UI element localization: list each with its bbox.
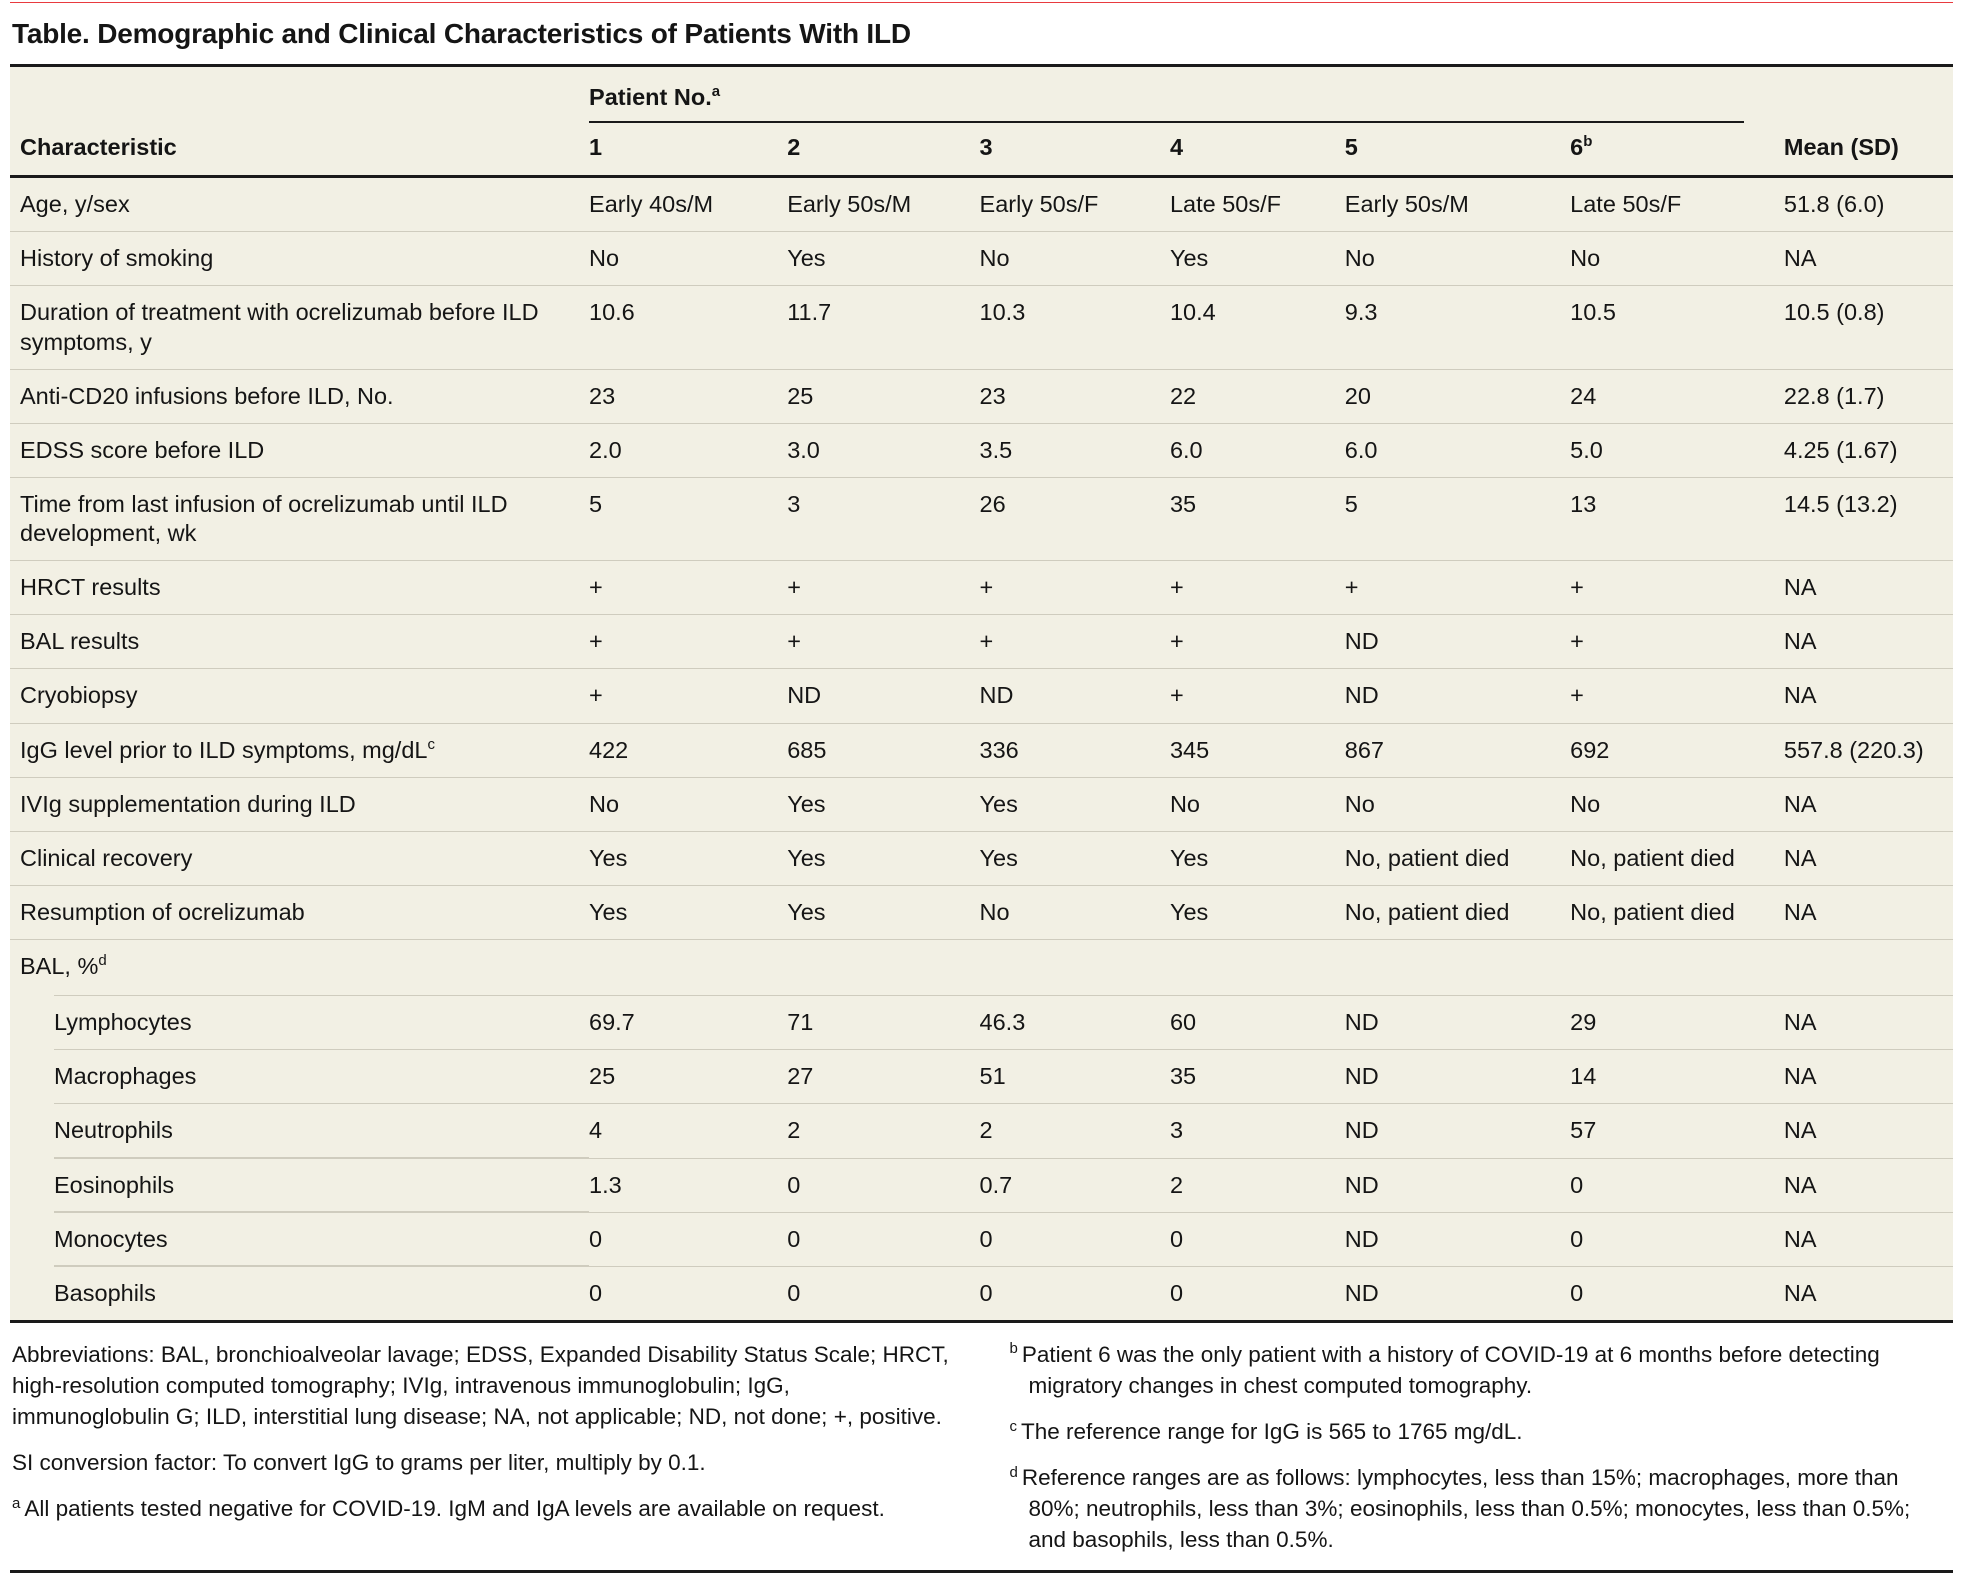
header-spacer	[1784, 67, 1953, 123]
row-label	[10, 232, 589, 286]
label-text: 6	[1570, 134, 1584, 161]
footnote-marker: b	[1583, 133, 1593, 151]
table-cell: 27	[787, 1050, 979, 1104]
table-row	[10, 423, 1953, 477]
table-cell: 60	[1170, 996, 1345, 1050]
table-cell: 3	[1170, 1104, 1345, 1158]
label-text: Cryobiopsy	[20, 682, 138, 709]
row-label	[10, 1266, 589, 1320]
table-cell: NA	[1784, 1212, 1953, 1266]
table-cell: 2	[980, 1104, 1170, 1158]
table-cell: 11.7	[787, 286, 979, 369]
table-cell: 10.3	[980, 286, 1170, 369]
label-text: 3	[979, 134, 993, 161]
table-cell: 9.3	[1345, 286, 1570, 369]
table-cell: 25	[589, 1050, 787, 1104]
table-cell: 46.3	[980, 996, 1170, 1050]
row-label	[10, 1104, 589, 1158]
label-text: Monocytes	[54, 1225, 168, 1252]
table-cell: 51.8 (6.0)	[1783, 191, 1885, 218]
table-cell	[589, 940, 787, 996]
table-cell	[1570, 940, 1784, 996]
table-cell: 0	[589, 1266, 787, 1320]
table-cell: Yes	[787, 885, 979, 939]
label-text: 4	[1169, 134, 1184, 161]
row-label	[10, 1212, 589, 1266]
table-row	[10, 996, 1953, 1050]
table-cell: ND	[1345, 1212, 1570, 1266]
footnote-marker: c	[427, 735, 435, 753]
table-cell: +	[589, 615, 787, 669]
table-cell: No	[589, 777, 787, 831]
column-header-patient	[787, 123, 979, 177]
row-label	[10, 940, 589, 996]
patient-group-footnote-marker: a	[711, 83, 721, 101]
label-text: Macrophages	[54, 1063, 197, 1090]
footnote-marker: d	[1009, 1463, 1018, 1481]
footnote-marker: b	[1009, 1340, 1018, 1358]
column-header-patient	[1570, 123, 1784, 177]
table-cell: 22.8 (1.7)	[1784, 369, 1953, 423]
table-row	[10, 561, 1953, 615]
footnote: $^d$ Reference ranges are as follows: lymphocytes, less than 15%; macrophages, more than 80%; neutrophils, less than 3%; eosinophils, less than 0.5%; monocytes, less than 0.5%; and basophils, less than 0.5%.	[1009, 1463, 1911, 1553]
table-cell: 13	[1570, 477, 1784, 560]
table-cell: 35	[1170, 477, 1345, 560]
table-row	[10, 1212, 1953, 1266]
table-cell: Early 50s/M	[787, 191, 912, 218]
table-cell: ND	[1345, 996, 1570, 1050]
table-cell: Early 50s/M	[1344, 191, 1469, 218]
label-text: 5	[1344, 134, 1358, 161]
table-cell: 5	[1345, 477, 1570, 560]
table-cell: No	[1345, 777, 1570, 831]
footnote-left-column	[12, 1339, 954, 1570]
table-cell: NA	[1784, 1158, 1953, 1212]
table-row	[10, 831, 1953, 885]
table-cell: 71	[787, 996, 979, 1050]
table-cell: 24	[1570, 369, 1784, 423]
table-cell: Yes	[787, 777, 979, 831]
row-label	[10, 369, 589, 423]
table-cell: +	[1570, 615, 1784, 669]
footnote-marker: d	[98, 952, 107, 970]
row-label	[10, 996, 589, 1050]
row-label	[10, 561, 589, 615]
table-row	[10, 615, 1953, 669]
table-cell: No, patient died	[1345, 885, 1570, 939]
column-header-row	[10, 123, 1953, 177]
footnote-marker: c	[1009, 1417, 1017, 1435]
table-row	[10, 723, 1953, 777]
demographics-table-wrap	[10, 64, 1953, 1323]
table-cell: Yes	[980, 831, 1170, 885]
label-text: Neutrophils	[54, 1117, 173, 1144]
table-cell: No	[1570, 232, 1784, 286]
table-cell: No, patient died	[1570, 885, 1784, 939]
table-cell: NA	[1784, 1050, 1953, 1104]
label-text: BAL results	[20, 628, 140, 655]
row-label	[10, 885, 589, 939]
table-cell: NA	[1784, 1104, 1953, 1158]
table-cell: ND	[1345, 1158, 1570, 1212]
row-label	[10, 669, 589, 723]
table-cell: NA	[1784, 831, 1953, 885]
label-text: 1	[589, 134, 603, 161]
label-text: Duration of treatment with ocrelizumab before ILD symptoms, y	[20, 299, 539, 355]
column-header-patient	[980, 123, 1170, 177]
table-title: Table. Demographic and Clinical Characteristics of Patients With ILD	[10, 3, 1953, 64]
table-cell: 26	[980, 477, 1170, 560]
table-cell: No	[589, 232, 787, 286]
label-text: IgG level prior to ILD symptoms, mg/dL	[20, 736, 428, 763]
table-cell: Yes	[589, 831, 787, 885]
label-text: History of smoking	[20, 245, 214, 272]
table-cell: +	[787, 615, 979, 669]
table-cell: 35	[1170, 1050, 1345, 1104]
row-label	[10, 777, 589, 831]
table-cell: 5.0	[1570, 423, 1784, 477]
table-cell: NA	[1784, 232, 1953, 286]
table-cell: ND	[980, 669, 1170, 723]
table-cell: 2.0	[589, 423, 787, 477]
table-cell: Yes	[589, 885, 787, 939]
table-cell: ND	[1345, 615, 1570, 669]
table-row	[10, 1050, 1953, 1104]
table-cell: 14.5 (13.2)	[1784, 477, 1953, 560]
table-cell: No	[1170, 777, 1345, 831]
table-cell: 3.0	[787, 423, 979, 477]
table-cell	[787, 940, 979, 996]
label-text: Time from last infusion of ocrelizumab until ILD development, wk	[20, 490, 508, 547]
table-row	[10, 1158, 1953, 1212]
table-row	[10, 286, 1953, 369]
table-cell	[1170, 940, 1345, 996]
table-cell: 0	[1170, 1212, 1345, 1266]
label-text: HRCT results	[20, 574, 161, 601]
table-body	[10, 177, 1953, 1320]
row-label	[10, 1050, 589, 1104]
table-cell: 57	[1570, 1104, 1784, 1158]
table-row	[10, 777, 1953, 831]
table-cell: ND	[787, 669, 979, 723]
table-cell: 3	[787, 477, 979, 560]
table-cell: Yes	[787, 831, 979, 885]
table-cell: 692	[1570, 723, 1784, 777]
table-cell: 345	[1170, 723, 1345, 777]
table-row	[10, 1104, 1953, 1158]
row-label	[10, 286, 589, 369]
row-label	[10, 723, 589, 777]
footnote: $^c$ The reference range for IgG is 565 to 1765 mg/dL.	[1009, 1417, 1523, 1445]
table-cell: 0	[1570, 1212, 1784, 1266]
table-row	[10, 885, 1953, 939]
table-cell: 20	[1345, 369, 1570, 423]
table-cell: 10.5 (0.8)	[1784, 286, 1953, 369]
column-header-characteristic: Characteristic	[10, 123, 589, 177]
label-text: IVIg supplementation during ILD	[20, 790, 356, 817]
table-cell: 867	[1345, 723, 1570, 777]
label-text: Resumption of ocrelizumab	[20, 898, 305, 925]
label-text: 2	[787, 134, 801, 161]
table-cell: ND	[1345, 1266, 1570, 1320]
table-cell: 6.0	[1345, 423, 1570, 477]
table-cell: 10.4	[1170, 286, 1345, 369]
table-cell: 557.8 (220.3)	[1784, 723, 1953, 777]
table-cell: 25	[787, 369, 979, 423]
table-cell: 51	[980, 1050, 1170, 1104]
table-cell: NA	[1784, 777, 1953, 831]
table-cell: 23	[589, 369, 787, 423]
table-cell: Late 50s/F	[1169, 191, 1281, 218]
table-cell: 685	[787, 723, 979, 777]
label-text: Basophils	[54, 1279, 156, 1306]
table-cell: ND	[1345, 1050, 1570, 1104]
table-cell: Yes	[1170, 885, 1345, 939]
table-cell: No, patient died	[1345, 831, 1570, 885]
table-cell: Early 50s/F	[979, 191, 1099, 218]
table-cell: 0	[589, 1212, 787, 1266]
footnote: $^b$ Patient 6 was the only patient with a history of COVID-19 at 6 months before detecting migratory changes in chest computed tomography.	[1009, 1340, 1880, 1398]
table-cell: NA	[1784, 561, 1953, 615]
label-text: Anti-CD20 infusions before ILD, No.	[20, 382, 394, 409]
table-cell: 422	[589, 723, 787, 777]
table-cell: 6.0	[1170, 423, 1345, 477]
table-row	[10, 177, 1953, 232]
table-cell: +	[1170, 615, 1345, 669]
table-cell: Early 40s/M	[589, 191, 714, 218]
table-cell: 3.5	[980, 423, 1170, 477]
table-cell: +	[980, 561, 1170, 615]
table-cell: 10.5	[1570, 286, 1784, 369]
table-cell: +	[1345, 561, 1570, 615]
label-text: Clinical recovery	[20, 844, 193, 871]
table-header	[10, 67, 1953, 177]
table-cell: 0	[980, 1266, 1170, 1320]
table-row	[10, 477, 1953, 560]
table-cell: 14	[1570, 1050, 1784, 1104]
table-cell: +	[1570, 561, 1784, 615]
table-cell: 336	[980, 723, 1170, 777]
table-cell: No	[1345, 232, 1570, 286]
table-cell: No, patient died	[1570, 831, 1784, 885]
section-row	[10, 940, 1953, 996]
table-cell: 10.6	[589, 286, 787, 369]
table-row	[10, 669, 1953, 723]
table-cell: 5	[589, 477, 787, 560]
table-cell: 0	[1570, 1266, 1784, 1320]
table-cell: 0	[1170, 1266, 1345, 1320]
table-row	[10, 1266, 1953, 1320]
table-cell: +	[1170, 561, 1345, 615]
column-header-patient	[589, 123, 787, 177]
table-cell: 4.25 (1.67)	[1784, 423, 1953, 477]
label-text: Eosinophils	[54, 1171, 175, 1198]
footnote-right-column	[1010, 1339, 1952, 1570]
table-cell: NA	[1784, 1266, 1953, 1320]
label-text: EDSS score before ILD	[20, 436, 265, 463]
demographics-table	[10, 67, 1953, 1320]
table-cell: 0	[1570, 1158, 1784, 1212]
table-cell: +	[589, 669, 787, 723]
table-cell: 0.7	[980, 1158, 1170, 1212]
table-cell: 0	[980, 1212, 1170, 1266]
table-cell: +	[589, 561, 787, 615]
bottom-rule	[10, 1570, 1953, 1575]
table-cell: 29	[1570, 996, 1784, 1050]
row-label	[10, 615, 589, 669]
table-cell: ND	[1345, 1104, 1570, 1158]
column-header-patient	[1345, 123, 1570, 177]
row-label	[10, 477, 589, 560]
row-label	[10, 831, 589, 885]
table-cell	[1784, 940, 1953, 996]
footnote-marker: a	[12, 1494, 21, 1512]
table-cell: 1.3	[589, 1158, 787, 1212]
column-header-mean: Mean (SD)	[1784, 123, 1953, 177]
row-label	[10, 177, 589, 232]
footnote: Abbreviations: BAL, bronchioalveolar lavage; EDSS, Expanded Disability Status Scale; HRCT, high-resolution computed tomography; IVIg, intravenous immunoglobulin; IgG, immunoglobulin G; ILD, interstitial lung disease; NA, not applicable; ND, not done; +, positive.	[12, 1341, 949, 1430]
table-cell: No	[980, 232, 1170, 286]
table-cell: Late 50s/F	[1570, 191, 1682, 218]
table-cell: NA	[1784, 996, 1953, 1050]
table-cell: +	[1170, 669, 1345, 723]
table-cell: 23	[980, 369, 1170, 423]
table-cell: Yes	[980, 777, 1170, 831]
table-cell: 0	[787, 1158, 979, 1212]
patient-group-underline	[589, 83, 1744, 123]
table-cell: 22	[1170, 369, 1345, 423]
table-cell: 69.7	[589, 996, 787, 1050]
table-cell: Yes	[1170, 232, 1345, 286]
footnote: $^a$ All patients tested negative for COVID-19. IgM and IgA levels are available on request.	[12, 1494, 885, 1522]
table-cell: 4	[589, 1104, 787, 1158]
table-cell: No	[980, 885, 1170, 939]
table-cell: Yes	[1170, 831, 1345, 885]
column-header-patient	[1170, 123, 1345, 177]
table-cell: Yes	[787, 232, 979, 286]
table-cell: No	[1570, 777, 1784, 831]
table-cell: NA	[1784, 669, 1953, 723]
table-row	[10, 232, 1953, 286]
header-spacer	[10, 67, 589, 123]
table-cell: 2	[1170, 1158, 1345, 1212]
table-cell: ND	[1345, 669, 1570, 723]
table-cell: 0	[787, 1212, 979, 1266]
row-label	[10, 423, 589, 477]
label-text: Lymphocytes	[54, 1009, 192, 1036]
table-row	[10, 369, 1953, 423]
row-label	[10, 1158, 589, 1212]
patient-group-cell	[589, 67, 1784, 123]
table-cell: +	[787, 561, 979, 615]
footnotes	[10, 1323, 1953, 1570]
patient-group-label: Patient No.	[589, 83, 712, 110]
footnote: SI conversion factor: To convert IgG to grams per liter, multiply by 0.1.	[12, 1450, 706, 1476]
table-cell: NA	[1784, 615, 1953, 669]
table-cell	[1345, 940, 1570, 996]
table-cell	[980, 940, 1170, 996]
label-text: BAL, %	[20, 953, 99, 980]
label-text: Age, y/sex	[20, 191, 130, 218]
table-cell: +	[1570, 669, 1784, 723]
table-cell: NA	[1784, 885, 1953, 939]
table-cell: +	[980, 615, 1170, 669]
patient-group-row	[10, 67, 1953, 123]
table-cell: 0	[787, 1266, 979, 1320]
table-cell: 2	[787, 1104, 979, 1158]
